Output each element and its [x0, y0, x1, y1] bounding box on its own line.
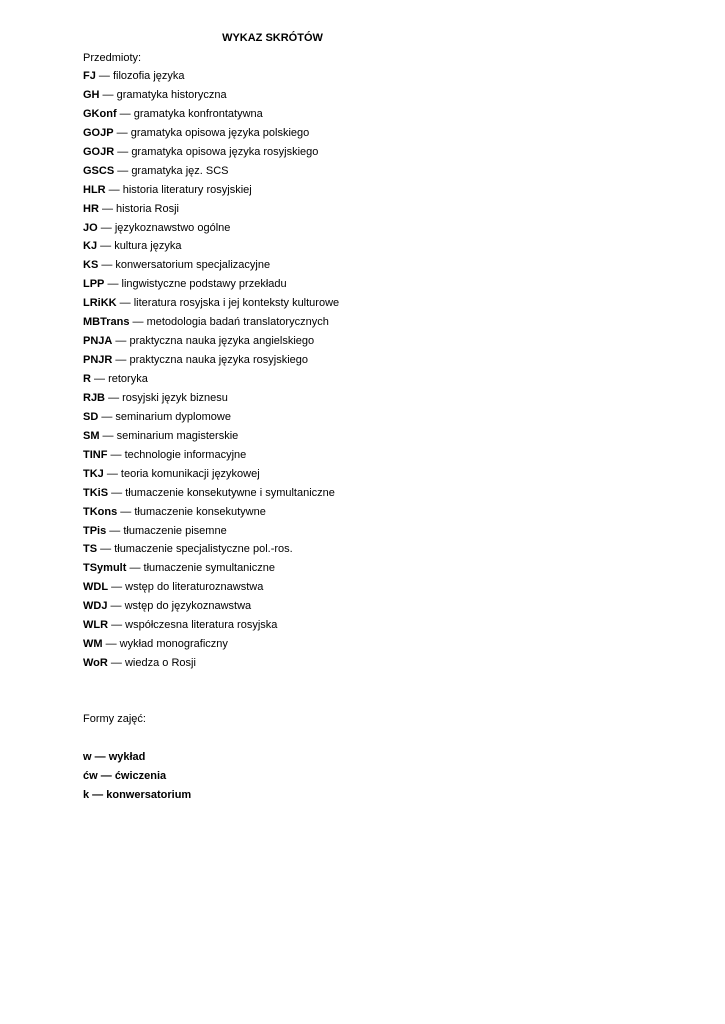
separator: — [105, 391, 123, 404]
abbreviation: KJ [83, 240, 98, 253]
list-item [83, 410, 339, 429]
list-item [83, 429, 339, 448]
definition: tłumaczenie konsekutywne i symultaniczne [125, 486, 335, 499]
list-item [83, 524, 339, 543]
separator: — [113, 126, 131, 139]
definition: rosyjski język biznesu [122, 391, 228, 404]
separator: — [117, 505, 135, 518]
definition: wykład [108, 751, 146, 763]
list-item [83, 353, 339, 372]
list-item [83, 448, 339, 467]
separator: — [89, 789, 107, 801]
separator: — [97, 240, 115, 253]
definition: technologie informacyjne [124, 448, 247, 461]
list-item [83, 618, 339, 637]
abbreviation: PNJR [83, 354, 113, 367]
abbreviation: TKons [83, 505, 118, 518]
definition: gramatyka konfrontatywna [133, 107, 263, 120]
list-item [83, 334, 339, 353]
abbreviation: SD [83, 410, 99, 423]
list-item [83, 656, 339, 675]
separator: — [104, 278, 122, 291]
abbreviation: WoR [83, 657, 108, 670]
abbreviation: WM [83, 638, 103, 651]
abbreviation: MBTrans [83, 316, 130, 329]
definition: metodologia badań translatorycznych [146, 316, 329, 329]
list-item [83, 750, 191, 769]
separator: — [112, 335, 130, 348]
definition: wstęp do literaturoznawstwa [125, 581, 264, 594]
separator: — [129, 316, 147, 329]
subjects-list [83, 69, 339, 675]
list-item [83, 486, 339, 505]
abbreviation: KS [83, 259, 99, 272]
separator: — [116, 297, 134, 310]
list-item [83, 145, 339, 164]
separator: — [97, 770, 115, 782]
subjects-label: Przedmioty: [83, 52, 142, 64]
separator: — [114, 164, 132, 177]
separator: — [107, 600, 125, 613]
list-item [83, 277, 339, 296]
abbreviation: WDJ [83, 600, 108, 613]
list-item [83, 202, 339, 221]
document-title: WYKAZ SKRÓTÓW [222, 32, 323, 44]
definition: kultura języka [114, 240, 182, 253]
abbreviation: TPis [83, 524, 107, 537]
separator: — [90, 373, 109, 385]
abbreviation: SM [83, 429, 100, 442]
abbreviation: HLR [83, 183, 106, 196]
definition: retoryka [108, 373, 148, 385]
separator: — [102, 638, 120, 651]
list-item [83, 788, 191, 807]
list-item [83, 126, 339, 145]
abbreviation: TS [83, 543, 98, 556]
separator: — [116, 107, 134, 120]
separator: — [99, 429, 117, 442]
list-item [83, 580, 339, 599]
separator: — [98, 259, 116, 272]
definition: wiedza o Rosji [124, 657, 196, 670]
separator: — [108, 619, 126, 632]
abbreviation: GKonf [83, 107, 117, 120]
abbreviation: LPP [83, 278, 105, 291]
definition: gramatyka opisowa języka rosyjskiego [131, 145, 319, 158]
definition: wstęp do językoznawstwa [124, 600, 252, 613]
abbreviation: ćw [83, 770, 98, 782]
definition: teoria komunikacji językowej [120, 467, 260, 480]
abbreviation: LRiKK [83, 297, 117, 310]
separator: — [107, 657, 125, 670]
list-item [83, 258, 339, 277]
list-item [83, 107, 339, 126]
definition: filozofia języka [112, 70, 185, 82]
abbreviation: JO [83, 221, 98, 234]
list-item [83, 239, 339, 258]
list-item [83, 505, 339, 524]
separator: — [91, 751, 109, 763]
abbreviation: GOJR [83, 145, 115, 158]
abbreviation: TINF [83, 448, 108, 461]
abbreviation: FJ [83, 70, 96, 82]
abbreviation: PNJA [83, 335, 113, 348]
separator: — [97, 221, 115, 234]
separator: — [106, 524, 124, 537]
abbreviation: GOJP [83, 126, 114, 139]
definition: współczesna literatura rosyjska [125, 619, 278, 632]
abbreviation: TSymult [83, 562, 127, 575]
definition: tłumaczenie specjalistyczne pol.-ros. [114, 543, 293, 556]
definition: praktyczna nauka języka angielskiego [129, 335, 315, 348]
separator: — [103, 467, 121, 480]
abbreviation: WDL [83, 581, 109, 594]
separator: — [108, 486, 126, 499]
separator: — [107, 448, 125, 461]
list-item [83, 69, 339, 88]
definition: gramatyka historyczna [116, 88, 227, 101]
abbreviation: TKJ [83, 467, 104, 480]
definition: tłumaczenie konsekutywne [134, 505, 266, 518]
separator: — [95, 70, 113, 82]
abbreviation: TKiS [83, 486, 109, 499]
separator: — [105, 183, 123, 196]
abbreviation: w [83, 751, 92, 763]
separator: — [98, 410, 116, 423]
abbreviation: k [83, 789, 90, 801]
separator: — [108, 581, 126, 594]
definition: językoznawstwo ogólne [114, 221, 231, 234]
definition: historia Rosji [116, 202, 179, 215]
definition: literatura rosyjska i jej konteksty kulturowe [133, 297, 340, 310]
list-item [83, 296, 339, 315]
abbreviation: GH [83, 88, 100, 101]
separator: — [98, 202, 117, 215]
definition: praktyczna nauka języka rosyjskiego [129, 354, 308, 367]
list-item [83, 637, 339, 656]
list-item [83, 769, 191, 788]
definition: tłumaczenie pisemne [123, 524, 227, 537]
separator: — [97, 543, 115, 556]
definition: wykład monograficzny [119, 638, 228, 651]
separator: — [114, 145, 132, 158]
list-item [83, 561, 339, 580]
definition: gramatyka opisowa języka polskiego [130, 126, 310, 139]
list-item [83, 599, 339, 618]
abbreviation: WLR [83, 619, 109, 632]
list-item [83, 164, 339, 183]
abbreviation: RJB [83, 391, 106, 404]
forms-list [83, 750, 191, 807]
definition: tłumaczenie symultaniczne [143, 562, 275, 575]
definition: gramatyka jęz. SCS [131, 164, 229, 177]
abbreviation: GSCS [83, 164, 115, 177]
abbreviation: R [83, 373, 91, 385]
list-item [83, 221, 339, 240]
definition: konwersatorium specjalizacyjne [115, 259, 271, 272]
list-item [83, 372, 339, 391]
separator: — [112, 354, 130, 367]
list-item [83, 391, 339, 410]
list-item [83, 183, 339, 202]
forms-label: Formy zajęć: [83, 713, 146, 725]
abbreviation: HR [83, 202, 99, 215]
definition: ćwiczenia [114, 770, 167, 782]
definition: seminarium dyplomowe [115, 410, 231, 423]
list-item [83, 542, 339, 561]
definition: seminarium magisterskie [116, 429, 239, 442]
separator: — [126, 562, 144, 575]
definition: lingwistyczne podstawy przekładu [121, 278, 287, 291]
definition: historia literatury rosyjskiej [122, 183, 252, 196]
list-item [83, 315, 339, 334]
definition: konwersatorium [106, 789, 192, 801]
separator: — [99, 88, 117, 101]
list-item [83, 467, 339, 486]
list-item [83, 88, 339, 107]
